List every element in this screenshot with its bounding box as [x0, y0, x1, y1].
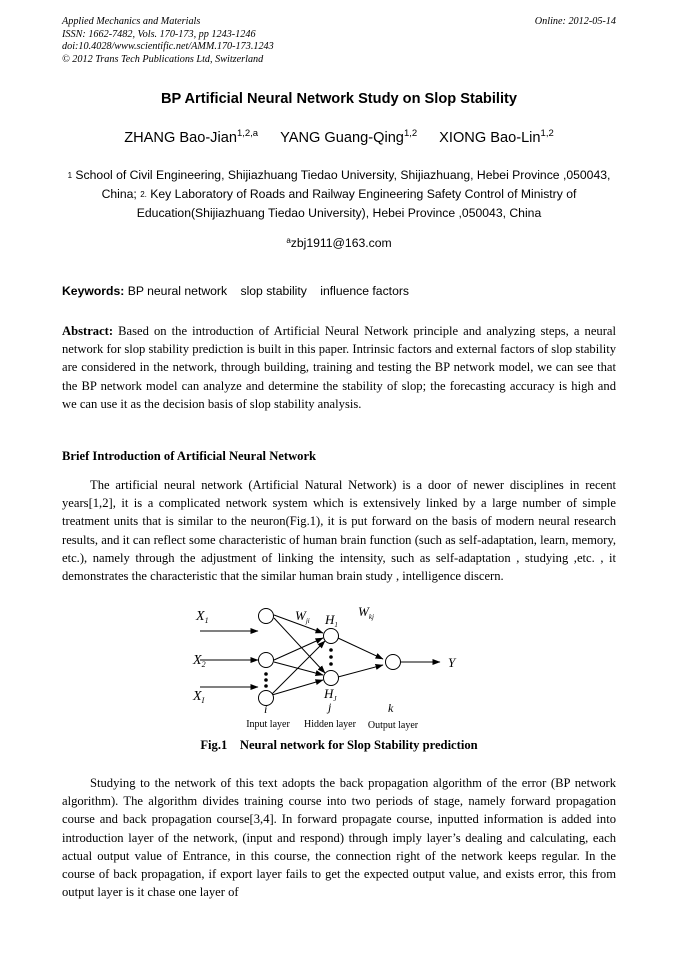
weight-label-wkj: $W_{kj}$ — [358, 604, 374, 621]
weight-label-wji: $W_{ji}$ — [295, 608, 310, 625]
connection-line — [274, 638, 323, 660]
author-name: XIONG Bao-Lin — [439, 130, 541, 146]
figure-caption: Fig.1 Neural network for Slop Stability prediction — [200, 738, 478, 752]
input-label-x1: $X_1$ — [196, 609, 209, 625]
connection-line — [338, 665, 383, 677]
intro-paragraph: The artificial neural network (Artificial Natural Network) is a door of newer disciplines in recent years[1,2], it is a complicated network system which is extensively linked by a large number of simple treatment units that is similar to the neuron(Fig.1), it is put forward on the basis of modern neural research results, and it can reflect some characteristic of human brain function (such as self-adaptation, learn, memory, etc.), namely through the adjustment of linking the intensity, such as self-adaptation , studying ,etc. , it demonstrates the characteristic that the similar human brain study , intelligence discern. — [62, 478, 616, 584]
body-paragraph: Studying to the network of this text adopts the back propagation algorithm of the error (BP network algorithm). The algorithm divides training course into two periods of stage, namely forward propagation course and back propagation course[3,4]. In forward propagate course, inputted information is added into introduction layer of the network, (input and respond) through imply layer’s dealing and calculating, each actual output value of Entrance, in this course, the connection right of the network keeps regular. In the course of back propagation, if export layer fails to get the expected output value, and exists error, this from output layer is it chase one layer of — [62, 776, 616, 900]
output-label-y: Y — [448, 655, 456, 670]
author-name: ZHANG Bao-Jian — [124, 130, 237, 146]
journal-name: Applied Mechanics and Materials — [62, 16, 201, 27]
index-label-i: i — [264, 702, 268, 716]
hidden-node — [324, 671, 339, 686]
connection-line — [272, 680, 323, 695]
ellipsis-dot — [264, 684, 268, 688]
author-list — [0, 130, 678, 146]
ellipsis-dot — [329, 662, 333, 666]
online-date: Online: 2012-05-14 — [534, 16, 616, 27]
hidden-label-h1: $H_1$ — [325, 612, 338, 629]
ellipsis-dot — [329, 648, 333, 652]
page-header — [62, 16, 616, 66]
ellipsis-dot — [264, 672, 268, 676]
keyword: slop stability — [240, 284, 307, 298]
copyright-line: © 2012 Trans Tech Publications Ltd, Switzerland — [62, 53, 264, 65]
index-label-k: k — [388, 701, 394, 715]
keywords-label: Keywords: — [62, 284, 125, 298]
layer-label-output: Output layer — [367, 720, 419, 731]
ellipsis-dot — [264, 678, 268, 682]
author-sup: 1,2 — [403, 128, 418, 139]
hidden-node — [324, 629, 339, 644]
doi-line: doi:10.4028/www.scientific.net/AMM.170-173.1243 — [62, 41, 274, 52]
author-sup: 1,2 — [540, 128, 554, 139]
keywords — [62, 284, 419, 298]
issn-line: ISSN: 1662-7482, Vols. 170-173, pp 1243-1246 — [62, 28, 256, 40]
author-name: YANG Guang-Qing — [280, 130, 404, 146]
abstract — [62, 322, 616, 413]
affiliations: $^1$ School of Civil Engineering, Shijiazhuang Tiedao University, Shijiazhuang, Hebei Province ,050043, China; $^{2.}$ Key Laboratory of Roads and Railway Engineering Safety Control of Ministry of Education(Shijiazhuang Tiedao University), Hebei Province ,050043, China — [67, 168, 611, 220]
connection-line — [274, 618, 325, 673]
input-node — [259, 609, 274, 624]
abstract-text: Based on the introduction of Artificial Neural Network principle and analyzing steps, a neural network for slop stability prediction is built in this paper. Intrinsic factors and external factors of slop stability are considered in the network, through building, training and testing the BP network model, we can see that the BP network model can analyze and determine the stability of slop; the forecasting accuracy is high and we can use it as the decision basis of slop stability analysis. — [62, 324, 616, 411]
output-node — [386, 655, 401, 670]
layer-label-hidden: Hidden layer — [304, 719, 356, 730]
author-sup: 1,2,a — [236, 128, 259, 139]
paper-title: BP Artificial Neural Network Study on Slop Stability — [161, 91, 517, 107]
connection-line — [274, 662, 323, 675]
index-label-j: j — [328, 700, 332, 714]
author-email: $^a$zbj1911@163.com — [286, 236, 392, 250]
input-node — [259, 653, 274, 668]
connection-line — [338, 638, 383, 659]
keyword: BP neural network — [127, 284, 228, 298]
input-label-x2: $X_2$ — [193, 653, 206, 669]
hidden-label-hj: $H_J$ — [324, 686, 337, 703]
neural-network-diagram — [160, 600, 500, 740]
layer-label-input: Input layer — [246, 719, 290, 730]
abstract-label: Abstract: — [62, 324, 114, 338]
ellipsis-dot — [329, 655, 333, 659]
keyword: influence factors — [320, 284, 409, 298]
section-heading: Brief Introduction of Artificial Neural Network — [62, 449, 317, 463]
input-label-xi: $X_I$ — [193, 689, 205, 705]
